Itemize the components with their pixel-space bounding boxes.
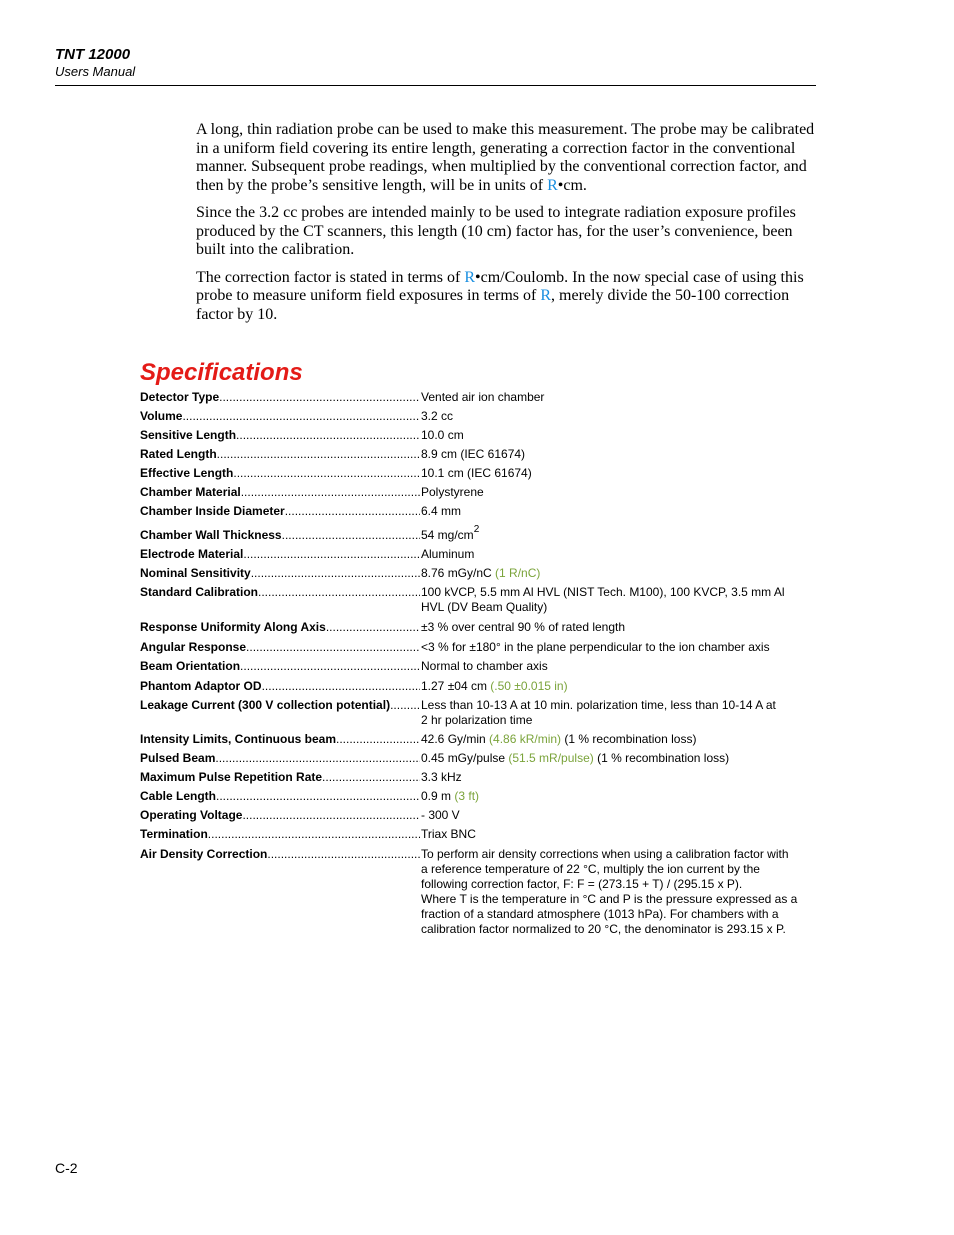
spec-label: Leakage Current (300 V collection potential) [140, 698, 391, 712]
spec-value: - 300 V [421, 808, 460, 822]
spec-value: Aluminum [421, 547, 475, 561]
spec-label: Chamber Material [140, 485, 241, 499]
spec-value: 0.45 mGy/pulse (51.5 mR/pulse) (1 % recombination loss) [421, 751, 730, 765]
spec-row-chamber-inside-diameter [140, 504, 820, 519]
spec-label: Phantom Adaptor OD [140, 679, 262, 693]
paragraph-ct-scanners: Since the 3.2 cc probes are intended mainly to be used to integrate radiation exposure profiles produced by the CT scanners, this length (10 cm) factor has, for the user’s convenience, been built into the calibration. [196, 204, 796, 258]
spec-row-termination [140, 827, 820, 842]
header-divider [55, 85, 816, 86]
alt-units: (1 R/nC) [495, 566, 541, 580]
spec-label: Angular Response [140, 640, 247, 654]
spec-label: Operating Voltage [140, 808, 243, 822]
spec-label: Termination [140, 827, 208, 841]
spec-value: 0.9 m (3 ft) [421, 789, 480, 803]
spec-value: 6.4 mm [421, 504, 462, 518]
spec-label: Cable Length [140, 789, 217, 803]
spec-value: Triax BNC [421, 827, 476, 841]
spec-value: 1.27 ±04 cm (.50 ±0.015 in) [421, 679, 568, 693]
spec-label: Detector Type [140, 390, 220, 404]
spec-label: Air Density Correction [140, 847, 268, 861]
page-number: C-2 [55, 1160, 78, 1176]
roentgen-link[interactable]: R [464, 268, 476, 286]
spec-row-chamber-wall-thickness [140, 524, 820, 543]
spec-value: 54 $mg/cm^2$ [421, 524, 480, 542]
spec-row-volume [140, 409, 820, 424]
spec-value: 100 kVCP, 5.5 mm Al HVL (NIST Tech. M100), 100 KVCP, 3.5 mm Al HVL (DV Beam Quality) [421, 585, 785, 614]
roentgen-link[interactable]: R [540, 287, 552, 304]
roentgen-link[interactable]: R [547, 176, 558, 194]
spec-value: Vented air ion chamber [421, 390, 545, 404]
spec-row-standard-calibration [140, 585, 820, 615]
spec-value: Less than 10-13 A at 10 min. polarization time, less than 10-14 A at 2 hr polarization time [421, 698, 776, 727]
spec-label: Nominal Sensitivity [140, 566, 251, 580]
alt-units: (.50 ±0.015 in) [490, 679, 568, 693]
spec-label: Response Uniformity Along Axis [140, 620, 326, 634]
alt-units: (51.5 mR/pulse) [508, 751, 594, 765]
spec-row-effective-length [140, 466, 820, 481]
spec-row-detector-type [140, 390, 820, 405]
spec-label: Electrode Material [140, 547, 244, 561]
spec-label: Beam Orientation [140, 659, 241, 673]
spec-row-max-pulse-rate [140, 770, 820, 785]
spec-row-intensity-limits [140, 732, 820, 747]
spec-row-rated-length [140, 447, 820, 462]
spec-row-air-density-correction [140, 847, 820, 937]
spec-label: Sensitive Length [140, 428, 237, 442]
alt-units: (4.86 kR/min) [489, 732, 562, 746]
spec-row-chamber-material [140, 485, 820, 500]
section-heading-specifications: Specifications [140, 359, 303, 386]
spec-row-sensitive-length [140, 428, 820, 443]
spec-value: Normal to chamber axis [421, 659, 548, 673]
superscript: 2 [473, 524, 480, 535]
spec-value: 8.76 mGy/nC (1 R/nC) [421, 566, 541, 580]
spec-row-electrode-material [140, 547, 820, 562]
spec-label: Rated Length [140, 447, 217, 461]
spec-value: To perform air density corrections when using a calibration factor with a reference temperature of 22 °C, multiply the ion current by the following correction factor, F: F = (273.15 + T) / (295.15 x P). Where T is the temperature in °C and P is the pressure expressed as a fraction of a standard atmosphere (1013 hPa). For chambers with a calibration factor normalized to 20 °C, the denominator is 293.15 x P. [421, 847, 798, 936]
spec-row-cable-length [140, 789, 820, 804]
paragraph-correction-factor: The correction factor is stated in terms of R•cm/Coulomb. In the now special case of using this probe to measure uniform field exposures in terms of R, merely divide the 50-100 correction factor by 10. [196, 268, 804, 323]
spec-value: 10.1 cm (IEC 61674) [421, 466, 532, 480]
spec-label: Standard Calibration [140, 585, 259, 599]
page-header [55, 46, 816, 80]
spec-label: Chamber Inside Diameter [140, 504, 285, 518]
spec-label: Maximum Pulse Repetition Rate [140, 770, 323, 784]
body-text [196, 121, 821, 333]
spec-row-phantom-adaptor [140, 679, 820, 694]
spec-label: Volume [140, 409, 183, 423]
alt-units: (3 ft) [454, 789, 480, 803]
spec-row-operating-voltage [140, 808, 820, 823]
spec-value: ±3 % over central 90 % of rated length [421, 620, 626, 634]
spec-label: Chamber Wall Thickness [140, 528, 282, 542]
spec-value: <3 % for ±180° in the plane perpendicular to the ion chamber axis [421, 640, 770, 654]
spec-row-leakage-current [140, 698, 820, 728]
spec-value: Polystyrene [421, 485, 484, 499]
spec-label: Pulsed Beam [140, 751, 216, 765]
spec-value: 42.6 Gy/min (4.86 kR/min) (1 % recombination loss) [421, 732, 697, 746]
spec-value: 3.2 cc [421, 409, 454, 423]
spec-label: Effective Length [140, 466, 234, 480]
spec-value: 3.3 kHz [421, 770, 462, 784]
spec-value: 8.9 cm (IEC 61674) [421, 447, 526, 461]
spec-row-response-uniformity [140, 620, 820, 635]
paragraph-probe-calibration: A long, thin radiation probe can be used to make this measurement. The probe may be calibrated in a uniform field covering its entire length, generating a correction factor in the conventional manner. Subsequent probe readings, when multiplied by the conventional correction factor, and then by the probe’s sensitive length, will be in units of R•cm. [196, 121, 815, 194]
document-subtitle: Users Manual [55, 64, 136, 79]
spec-row-beam-orientation [140, 659, 820, 674]
document-title: TNT 12000 [55, 46, 131, 63]
spec-row-nominal-sensitivity [140, 566, 820, 581]
spec-value: 10.0 cm [421, 428, 464, 442]
spec-row-pulsed-beam [140, 751, 820, 766]
spec-row-angular-response [140, 640, 820, 655]
specifications-table [140, 390, 820, 941]
spec-label: Intensity Limits, Continuous beam [140, 732, 337, 746]
